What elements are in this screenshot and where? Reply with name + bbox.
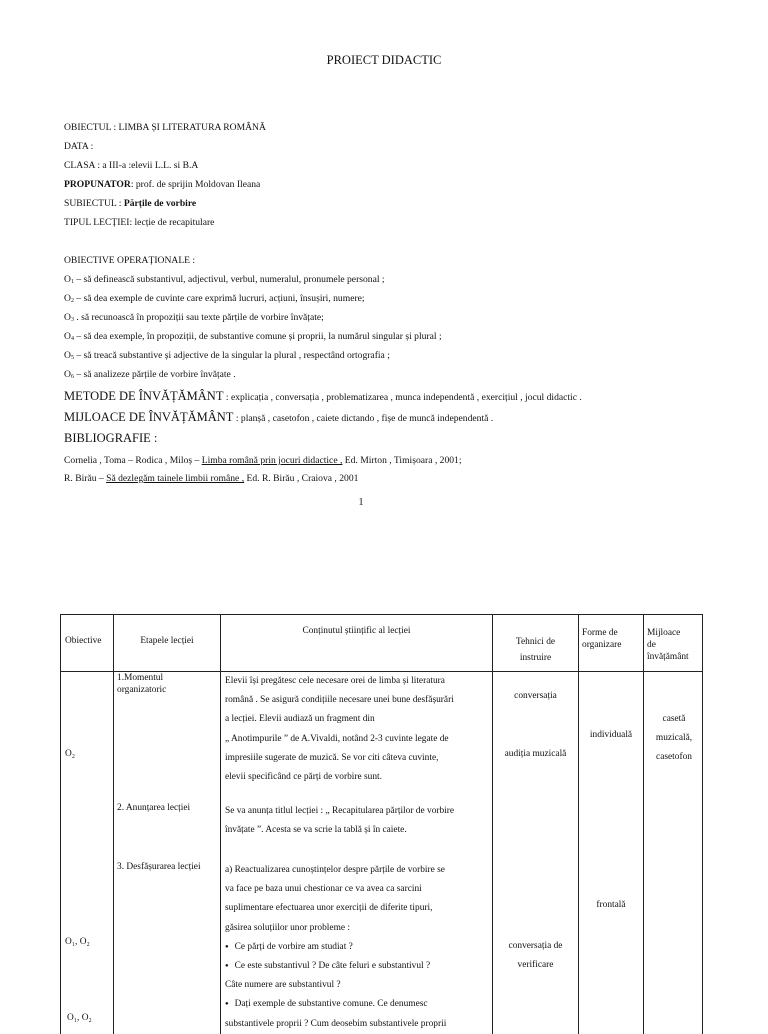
objective-item: $O_2$ – să dea exemple de cuvinte care exprimă lucruri, acțiuni, însușiri, numere; <box>64 293 365 304</box>
methods-label: METODE DE ÎNVĂȚĂMÂNT <box>64 389 224 403</box>
objective-item: $O_6$ – să analizeze părțile de vorbire învățate . <box>64 369 236 380</box>
header-organization: Forme de organizare <box>582 628 622 651</box>
bibliography-heading: BIBLIOGRAFIE : <box>64 431 158 445</box>
organization-frontal: frontală <box>596 900 626 910</box>
bibliography-item: Cornelia , Toma – Rodica , Miloș – Limba română prin jocuri didactice , Ed. Mirton , Timișoara , 2001; <box>64 455 462 466</box>
column-divider <box>113 615 114 1034</box>
column-divider <box>643 615 644 1034</box>
topic-value: Părțile de vorbire <box>123 198 197 209</box>
column-divider <box>578 615 579 1034</box>
objective-code: O₁, O₂ <box>67 1013 92 1023</box>
lesson-type-line: TIPUL LECȚIEI: lecție de recapitulare <box>64 217 215 228</box>
technique-conversation: conversația <box>514 691 557 701</box>
stage-development: 3. Desfășurarea lecției <box>117 862 201 872</box>
methods-value: : explicația , conversația , problematizarea , munca independentă , exercițiul , jocul didactic . <box>223 392 582 403</box>
header-objectives: Obiective <box>65 636 102 646</box>
header-content: Conținutul științific al lecției <box>302 626 411 636</box>
proposer-line <box>64 179 260 191</box>
column-divider <box>220 615 221 1034</box>
stage-organizational: 1.Momentul organizatoric <box>117 673 167 696</box>
topic-line <box>64 198 196 210</box>
objective-item: $O_1$ – să definească substantivul, adjectivul, verbul, numeralul, pronumele personal ; <box>64 274 385 285</box>
objective-item: $O_5$ – să treacă substantive și adjective de la singular la plural , respectând ortografia ; <box>64 350 390 361</box>
question-item: ● Dați exemple de substantive comune. Ce denumesc <box>225 995 489 1014</box>
topic-label: SUBIECTUL : <box>64 198 124 209</box>
bibliography-item: R. Birău – Să dezlegăm tainele limbii române , Ed. R. Birău , Craiova , 2001 <box>64 473 359 484</box>
organization-individual: individuală <box>589 730 633 740</box>
materials-label: MIJLOACE DE ÎNVĂȚĂMÂNT <box>64 410 234 424</box>
page-number: 1 <box>358 497 364 508</box>
content-development: a) Reactualizarea cunoștințelor despre părțile de vorbire se va face pe baza unui chestionar ce va avea ca sarcini suplimentare efectuarea unor exerciții de diferite tipuri, găsirea soluțiilor unor probleme : ● Ce părți de vorbire am studiat ? ● Ce este substantivul ? De câte feluri e substantivul ? Câte numere are substantivul ? ● Dați exemple de substantive comune. Ce denumesc substantivele proprii ? Cum deosebim substantivele proprii <box>225 861 489 1034</box>
objective-code: O₁, O₂ <box>65 937 90 947</box>
header-stages: Etapele lecției <box>140 636 194 646</box>
content-organizational: Elevii își pregătesc cele necesare orei de limba și literatura română . Se asigură condițiile necesare unei bune desfășurări a lecției. Elevii audiază un fragment din „ Anotimpurile ” de A.Vivaldi, notând 2-3 cuvinte legate de impresiile sugerate de muzică. Se vor citi câteva cuvinte, elevii specificând ce părți de vorbire sunt. <box>225 676 454 783</box>
header-materials: Mijloace de învățământ <box>647 628 689 663</box>
materials-line <box>64 410 493 426</box>
subject-line: OBIECTUL : LIMBA ȘI LITERATURA ROMÂNĂ <box>64 122 266 133</box>
document-title: PROIECT DIDACTIC <box>326 53 442 67</box>
stage-announcement: 2. Anunțarea lecției <box>117 803 191 813</box>
lesson-table <box>60 614 703 1034</box>
header-techniques: Tehnici de instruire <box>515 637 556 664</box>
materials-value: : planșă , casetofon , caiete dictando , fișe de muncă independentă . <box>233 413 494 424</box>
book-title: Să dezlegăm tainele limbii române , <box>106 473 245 484</box>
book-title: Limba română prin jocuri didactice , <box>201 455 343 466</box>
methods-line <box>64 389 582 405</box>
proposer-value: : prof. de sprijin Moldovan Ileana <box>130 179 261 190</box>
class-line: CLASA : a III-a :elevii L.L. si B.A <box>64 160 199 171</box>
question-item: ● Ce este substantivul ? De câte feluri e substantivul ? <box>225 957 489 976</box>
objective-item: $O_3$ . să recunoască în propoziții sau texte părțile de vorbire învățate; <box>64 312 324 323</box>
materials-cassette: casetă muzicală, casetofon <box>655 714 693 763</box>
objective-code: O₂ <box>65 749 76 759</box>
content-announcement: Se va anunța titlul lecției : „ Recapitularea părților de vorbire învățate ”. Acesta se va scrie la tablă și în caiete. <box>225 806 455 836</box>
objective-item: $O_4$ – să dea exemple, în propoziții, de substantive comune și proprii, la numărul singular și plural ; <box>64 331 442 342</box>
objectives-heading: OBIECTIVE OPERAȚIONALE : <box>64 255 196 266</box>
technique-check-conversation: conversația de verificare <box>508 941 563 970</box>
question-item: ● Ce părți de vorbire am studiat ? <box>225 938 489 957</box>
proposer-label: PROPUNATOR <box>64 179 131 190</box>
technique-music-listening: audiția muzicală <box>504 749 567 759</box>
date-line: DATA : <box>64 141 94 152</box>
